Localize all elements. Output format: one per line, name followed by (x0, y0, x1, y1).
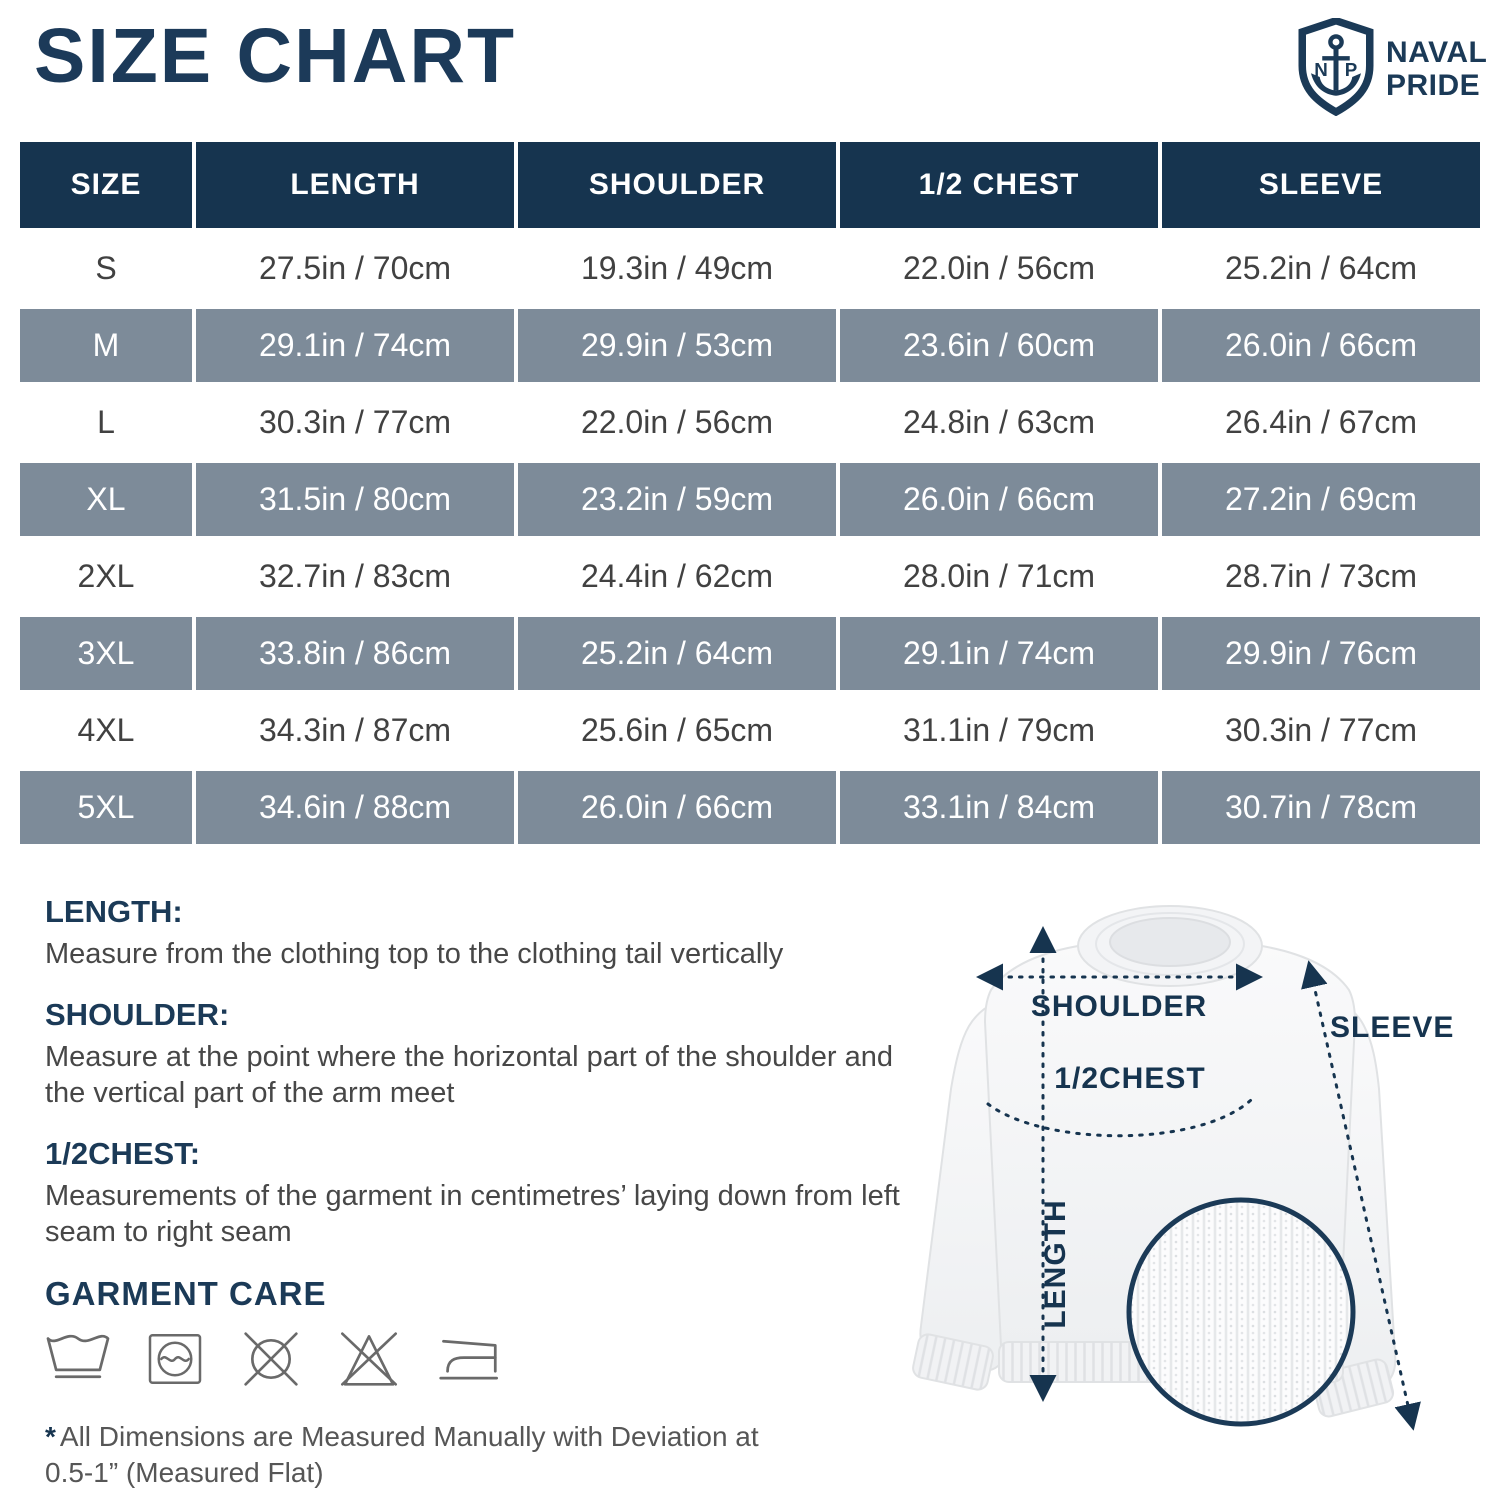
cell-shoulder: 19.3in / 49cm (518, 232, 836, 305)
table-row (20, 463, 1480, 536)
cell-chest: 31.1in / 79cm (840, 694, 1158, 767)
garment-care-icons (45, 1329, 933, 1389)
definition-description: Measure at the point where the horizontal part of the shoulder and the vertical part of the arm meet (45, 1040, 893, 1109)
definition-list (45, 894, 933, 1251)
definition-description: Measurements of the garment in centimetres’ laying down from left seam to right seam (45, 1179, 900, 1248)
cell-sleeve: 26.4in / 67cm (1162, 386, 1480, 459)
table-row (20, 771, 1480, 844)
table-header-cell: SIZE (20, 142, 192, 228)
cell-length: 29.1in / 74cm (196, 309, 514, 382)
cell-size: S (20, 232, 192, 305)
cell-size: XL (20, 463, 192, 536)
cell-size: 4XL (20, 694, 192, 767)
cell-chest: 33.1in / 84cm (840, 771, 1158, 844)
table-row (20, 309, 1480, 382)
brand-logo (1296, 18, 1487, 121)
table-row (20, 694, 1480, 767)
table-row (20, 232, 1480, 305)
no-bleach-icon (337, 1329, 401, 1389)
svg-text:N: N (1314, 58, 1328, 80)
table-header-cell: SHOULDER (518, 142, 836, 228)
cell-size: 3XL (20, 617, 192, 690)
cell-chest: 23.6in / 60cm (840, 309, 1158, 382)
cell-sleeve: 27.2in / 69cm (1162, 463, 1480, 536)
definition-term: SHOULDER: (45, 996, 230, 1032)
half-chest-label: 1/2CHEST (1054, 1062, 1206, 1095)
cell-shoulder: 23.2in / 59cm (518, 463, 836, 536)
footnote-asterisk: * (45, 1420, 56, 1452)
shoulder-label: SHOULDER (1030, 990, 1208, 1023)
footnote-text: All Dimensions are Measured Manually with Deviation at 0.5-1” (Measured Flat) (45, 1420, 759, 1489)
table-row (20, 540, 1480, 613)
cell-length: 30.3in / 77cm (196, 386, 514, 459)
cell-length: 32.7in / 83cm (196, 540, 514, 613)
brand-name-line2: PRIDE (1386, 68, 1481, 102)
cell-size: M (20, 309, 192, 382)
cell-size: 5XL (20, 771, 192, 844)
cell-sleeve: 28.7in / 73cm (1162, 540, 1480, 613)
fabric-detail-circle (1129, 1200, 1353, 1424)
cell-shoulder: 24.4in / 62cm (518, 540, 836, 613)
cell-shoulder: 25.6in / 65cm (518, 694, 836, 767)
table-header-row (20, 142, 1480, 228)
cell-shoulder: 25.2in / 64cm (518, 617, 836, 690)
cell-length: 34.6in / 88cm (196, 771, 514, 844)
cell-chest: 22.0in / 56cm (840, 232, 1158, 305)
cell-sleeve: 30.3in / 77cm (1162, 694, 1480, 767)
cell-sleeve: 29.9in / 76cm (1162, 617, 1480, 690)
cell-shoulder: 29.9in / 53cm (518, 309, 836, 382)
tumble-dry-icon (145, 1329, 205, 1389)
definition-item (45, 894, 933, 973)
anchor-shield-icon (1296, 18, 1376, 121)
table-row (20, 617, 1480, 690)
definition-description: Measure from the clothing top to the clothing tail vertically (45, 938, 784, 970)
measurement-definitions (45, 894, 933, 1492)
sweater-measurement-diagram (893, 874, 1500, 1500)
cell-chest: 28.0in / 71cm (840, 540, 1158, 613)
page-title: SIZE CHART (34, 13, 516, 99)
definition-item (45, 997, 933, 1112)
svg-text:P: P (1344, 58, 1358, 80)
cell-length: 34.3in / 87cm (196, 694, 514, 767)
definition-term: 1/2CHEST: (45, 1135, 201, 1171)
brand-name (1386, 37, 1487, 102)
table-header-cell: 1/2 CHEST (840, 142, 1158, 228)
cell-chest: 24.8in / 63cm (840, 386, 1158, 459)
cell-length: 33.8in / 86cm (196, 617, 514, 690)
garment-care-title: GARMENT CARE (45, 1274, 327, 1312)
cell-sleeve: 26.0in / 66cm (1162, 309, 1480, 382)
table-body (20, 232, 1480, 844)
cell-sleeve: 30.7in / 78cm (1162, 771, 1480, 844)
definition-term: LENGTH: (45, 894, 183, 929)
cell-sleeve: 25.2in / 64cm (1162, 232, 1480, 305)
cell-chest: 29.1in / 74cm (840, 617, 1158, 690)
table-header-cell: LENGTH (196, 142, 514, 228)
cell-chest: 26.0in / 66cm (840, 463, 1158, 536)
cell-size: L (20, 386, 192, 459)
sweater-collar (1078, 906, 1262, 986)
iron-icon (435, 1329, 501, 1389)
no-dry-clean-icon (239, 1329, 303, 1389)
table-header-cell: SLEEVE (1162, 142, 1480, 228)
definition-item (45, 1136, 933, 1251)
hand-wash-icon (45, 1329, 111, 1389)
length-label: LENGTH (1039, 1199, 1072, 1329)
table-row (20, 386, 1480, 459)
footnote (45, 1419, 775, 1492)
cell-size: 2XL (20, 540, 192, 613)
cell-length: 31.5in / 80cm (196, 463, 514, 536)
brand-name-line1: NAVAL (1386, 36, 1488, 70)
cell-shoulder: 26.0in / 66cm (518, 771, 836, 844)
cell-shoulder: 22.0in / 56cm (518, 386, 836, 459)
cell-length: 27.5in / 70cm (196, 232, 514, 305)
size-table (20, 142, 1480, 848)
sleeve-label: SLEEVE (1330, 1011, 1455, 1044)
